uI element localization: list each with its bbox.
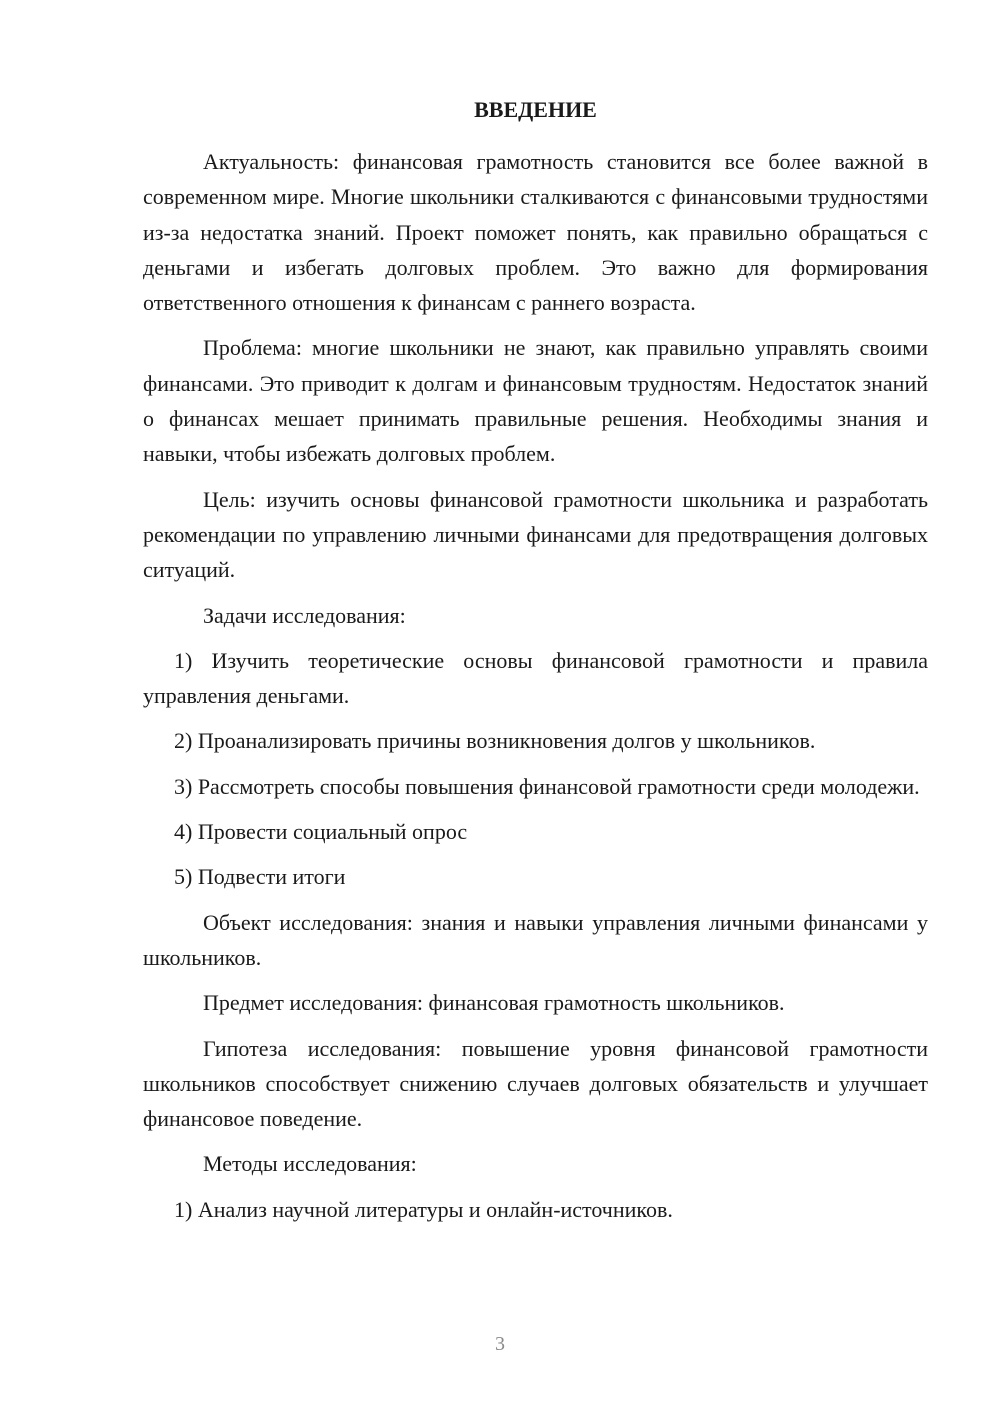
task-item: 3) Рассмотреть способы повышения финансовой грамотности среди молодежи. — [174, 773, 920, 799]
task-item: 4) Провести социальный опрос — [174, 819, 468, 845]
task-item: 2) Проанализировать причины возникновения долгов у школьников. — [174, 728, 816, 754]
paragraph-subject: Предмет исследования: финансовая грамотность школьников. — [203, 990, 785, 1016]
tasks-heading: Задачи исследования: — [203, 602, 406, 628]
paragraph-object: Объект исследования: знания и навыки управления личными финансами у школьников. — [143, 909, 928, 970]
method-item: 1) Анализ научной литературы и онлайн-источников. — [174, 1196, 673, 1222]
task-item: 5) Подвести итоги — [174, 864, 346, 890]
paragraph-relevance: Актуальность: финансовая грамотность становится все более важной в современном мире. Многие школьники сталкиваются с финансовыми трудностями из-за недостатка знаний. Проект поможет понять, как правильно обращаться с деньгами и избегать долговых проблем. Это важно для формирования ответственного отношения к финансам с раннего возраста. — [143, 149, 928, 316]
task-item: 1) Изучить теоретические основы финансовой грамотности и правила управления деньгами. — [143, 647, 928, 709]
document-page — [143, 92, 928, 1237]
section-title: ВВЕДЕНИЕ — [474, 97, 597, 122]
methods-heading: Методы исследования: — [203, 1151, 417, 1177]
page-number: 3 — [495, 1333, 505, 1355]
paragraph-hypothesis: Гипотеза исследования: повышение уровня финансовой грамотности школьников способствует снижению случаев долговых обязательств и улучшает финансовое поведение. — [143, 1035, 928, 1132]
paragraph-goal: Цель: изучить основы финансовой грамотности школьника и разработать рекомендации по управлению личными финансами для предотвращения долговых ситуаций. — [143, 486, 928, 583]
paragraph-problem: Проблема: многие школьники не знают, как правильно управлять своими финансами. Это приводит к долгам и финансовым трудностям. Недостаток знаний о финансах мешает принимать правильные решения. Необходимы знания и навыки, чтобы избежать долговых проблем. — [143, 335, 928, 467]
